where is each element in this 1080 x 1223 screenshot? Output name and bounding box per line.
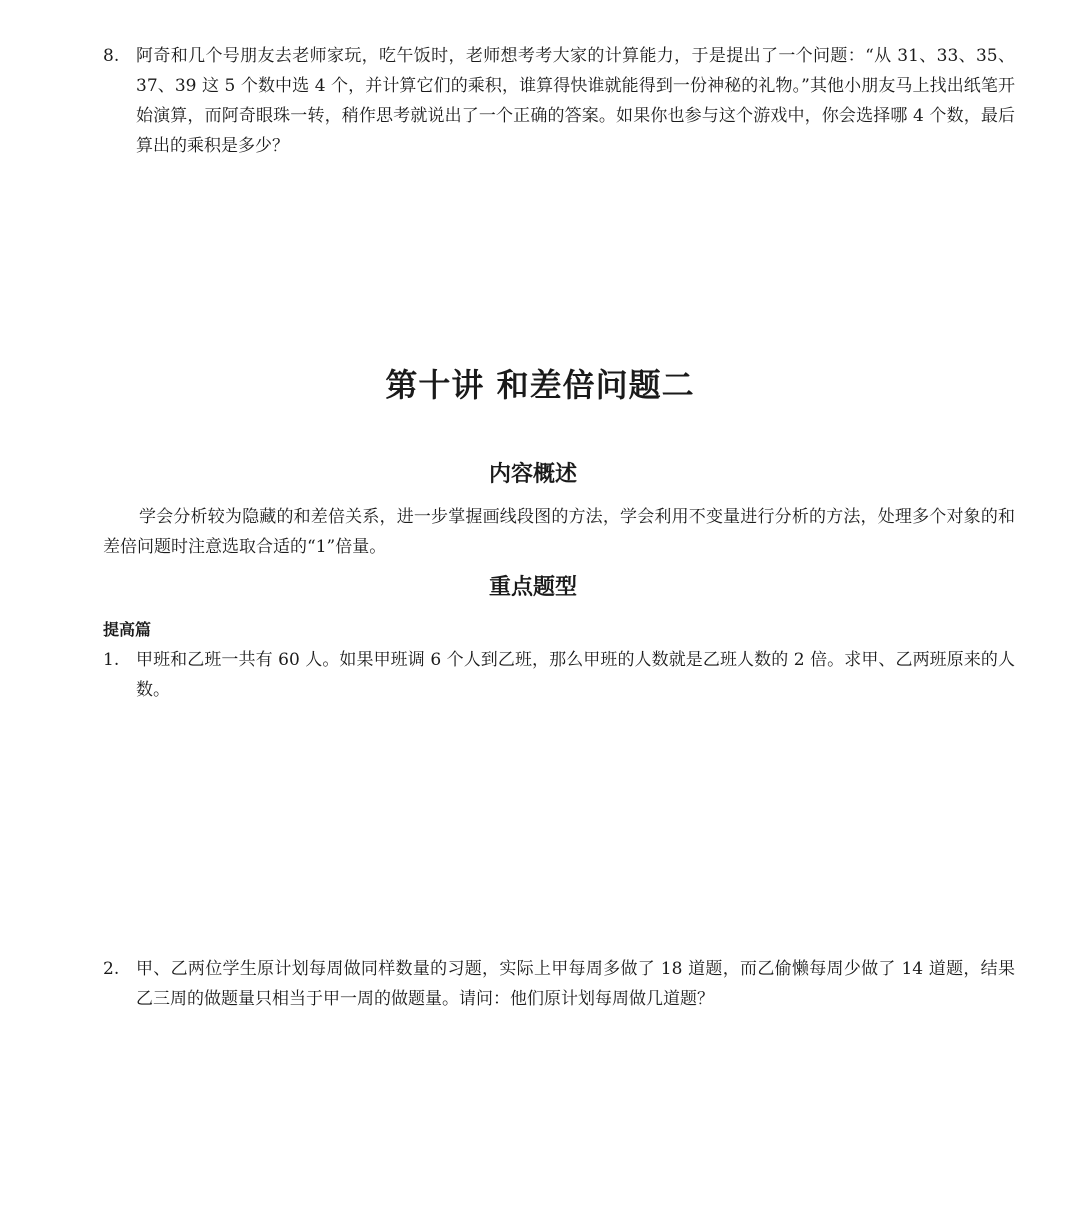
problem-text: 阿奇和几个号朋友去老师家玩，吃午饭时，老师想考考大家的计算能力，于是提出了一个问题：“从 31、33、35、37、39 这 5 个数中选 4 个，并计算它们的乘积，谁算得快谁就能得到一份神秘的礼物。”其他小朋友马上找出纸笔开始演算，而阿奇眼珠一转，稍作思考就说出了一个正确的答案。如果你也参与这个游戏中，你会选择哪 4 个数，最后算出的乘积是多少？ [136,46,1015,156]
problem-1 [103,645,1015,705]
problem-8 [103,41,1015,161]
overview-text: 学会分析较为隐藏的和差倍关系，进一步掌握画线段图的方法，学会利用不变量进行分析的方法，处理多个对象的和差倍问题时注意选取合适的“1”倍量。 [103,507,1015,557]
key-types-heading: 重点题型 [488,575,577,600]
overview-heading: 内容概述 [488,462,577,487]
problem-number: 8. [103,46,120,66]
problem-2 [103,954,1015,1014]
problem-number: 2. [103,959,120,979]
level-label: 提高篇 [103,620,152,639]
problem-text: 甲班和乙班一共有 60 人。如果甲班调 6 个人到乙班，那么甲班的人数就是乙班人数的 2 倍。求甲、乙两班原来的人数。 [136,650,1015,700]
problem-number: 1. [103,650,120,670]
lecture-title: 第十讲 和差倍问题二 [385,366,695,404]
problem-text: 甲、乙两位学生原计划每周做同样数量的习题，实际上甲每周多做了 18 道题，而乙偷懒每周少做了 14 道题，结果乙三周的做题量只相当于甲一周的做题量。请问：他们原计划每周做几道题？ [136,959,1015,1009]
